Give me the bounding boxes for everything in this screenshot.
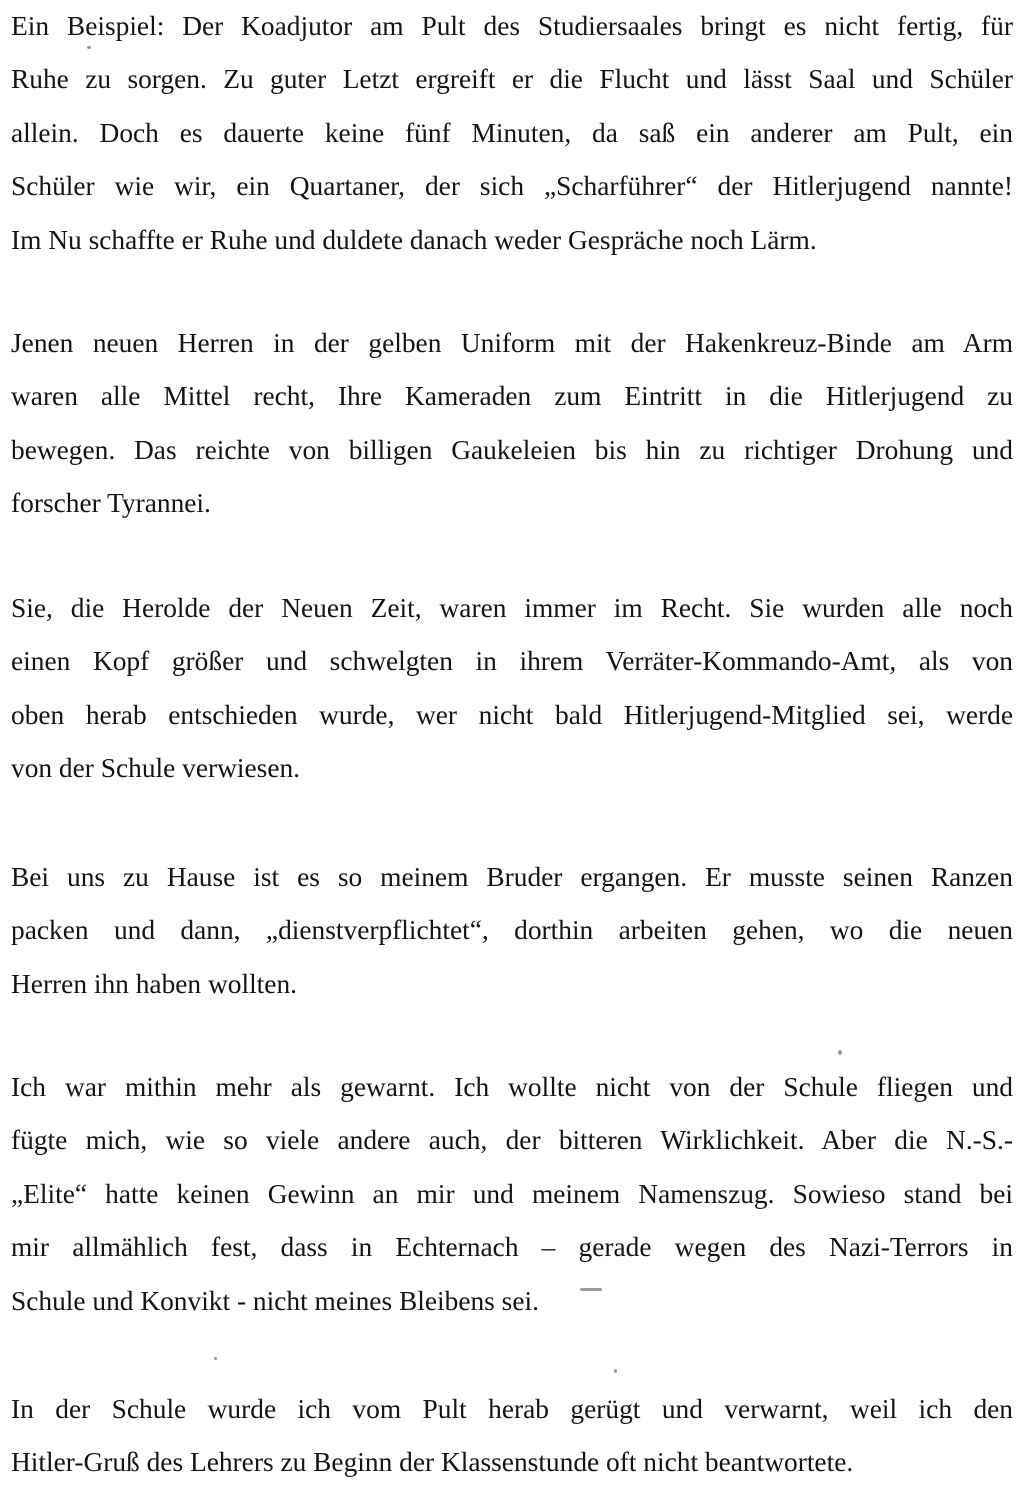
text-line: Im Nu schaffte er Ruhe und duldete danach weder Gespräche noch Lärm. [11, 224, 817, 255]
text-line: „Elite“ hatte keinen Gewinn an mir und meinem Namenszug. Sowieso stand bei [11, 1178, 1013, 1209]
scan-speck [87, 46, 91, 49]
paragraph-3 [11, 582, 1013, 796]
text-line: mir allmählich fest, dass in Echternach – gerade wegen des Nazi-Terrors in [11, 1232, 1013, 1263]
text-line: waren alle Mittel recht, Ihre Kameraden zum Eintritt in die Hitlerjugend zu [11, 381, 1013, 412]
paragraph-2 [11, 317, 1013, 531]
paragraph-4 [11, 851, 1013, 1011]
text-line: Sie, die Herolde der Neuen Zeit, waren immer im Recht. Sie wurden alle noch [11, 593, 1013, 623]
scan-speck [838, 1050, 842, 1055]
text-line: Schule und Konvikt - nicht meines Bleibens sei. [11, 1285, 539, 1316]
paragraph-5 [11, 1061, 1013, 1328]
text-line: Ich war mithin mehr als gewarnt. Ich wollte nicht von der Schule fliegen und [11, 1072, 1013, 1102]
text-line: Schüler wie wir, ein Quartaner, der sich „Scharführer“ der Hitlerjugend nannte! [11, 171, 1013, 202]
text-line: Jenen neuen Herren in der gelben Uniform mit der Hakenkreuz-Binde am Arm [11, 328, 1013, 358]
text-line: von der Schule verwiesen. [11, 753, 301, 784]
text-line: Ein Beispiel: Der Koadjutor am Pult des Studiersaales bringt es nicht fertig, für [11, 11, 1013, 41]
scan-speck [580, 1288, 602, 1291]
scan-speck [214, 1357, 217, 1360]
text-line: oben herab entschieden wurde, wer nicht bald Hitlerjugend-Mitglied sei, werde [11, 699, 1013, 730]
text-line: bewegen. Das reichte von billigen Gaukeleien bis hin zu richtiger Drohung und [11, 434, 1013, 465]
text-line: Ruhe zu sorgen. Zu guter Letzt ergreift er die Flucht und lässt Saal und Schüler [11, 64, 1013, 95]
text-line: In der Schule wurde ich vom Pult herab gerügt und verwarnt, weil ich den [11, 1394, 1013, 1424]
text-line: fügte mich, wie so viele andere auch, der bitteren Wirklichkeit. Aber die N.-S.- [11, 1125, 1013, 1156]
text-line: Herren ihn haben wollten. [11, 968, 297, 999]
text-line: Hitler-Gruß des Lehrers zu Beginn der Klassenstunde oft nicht beantwortete. [11, 1447, 854, 1478]
text-line: packen und dann, „dienstverpflichtet“, dorthin arbeiten gehen, wo die neuen [11, 915, 1013, 946]
paragraph-6 [11, 1383, 1013, 1490]
text-line: forscher Tyrannei. [11, 488, 211, 519]
paragraph-1 [11, 0, 1013, 267]
text-line: allein. Doch es dauerte keine fünf Minuten, da saß ein anderer am Pult, ein [11, 117, 1013, 148]
text-line: einen Kopf größer und schwelgten in ihrem Verräter-Kommando-Amt, als von [11, 646, 1013, 677]
text-line: Bei uns zu Hause ist es so meinem Bruder ergangen. Er musste seinen Ranzen [11, 862, 1013, 892]
scan-speck [614, 1369, 617, 1373]
